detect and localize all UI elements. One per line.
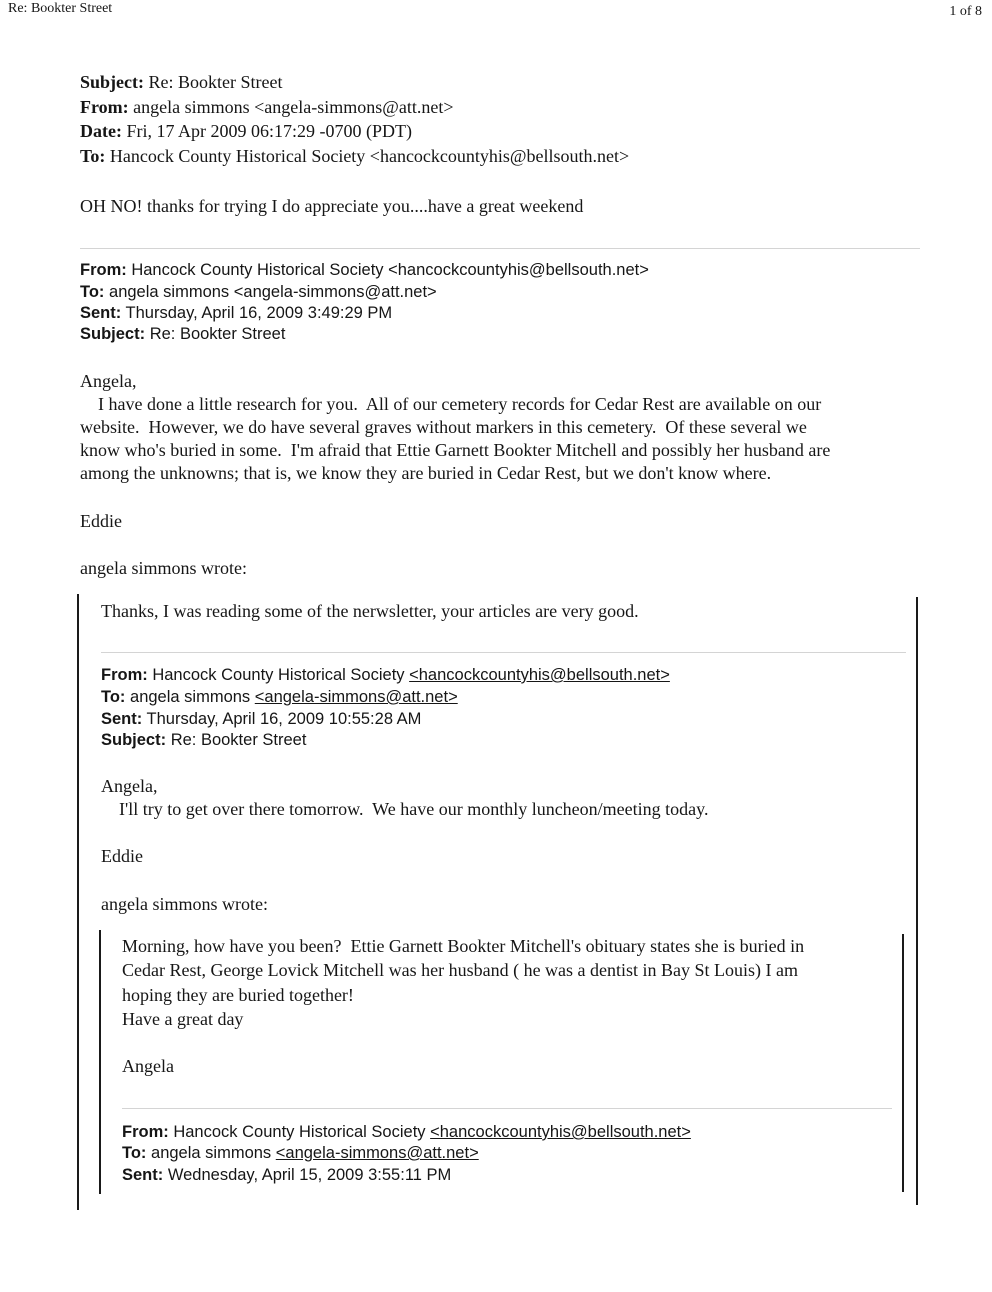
page-header-title: Re: Bookter Street [8, 1, 113, 16]
divider [80, 248, 920, 249]
quote2-signature: Angela [122, 1056, 174, 1076]
quote-subject: Subject: Re: Bookter Street [101, 731, 307, 749]
quote-body-line: I'll try to get over there tomorrow. We have our monthly luncheon/meeting today. [119, 799, 709, 819]
quote-bar-right [916, 597, 918, 1205]
divider [101, 652, 906, 653]
quote2-body-line: Morning, how have you been? Ettie Garnett Bookter Mitchell's obituary states she is buried in [122, 936, 805, 956]
email-body: OH NO! thanks for trying I do appreciate you....have a great weekend [80, 196, 584, 216]
reply-greeting: Angela, [80, 371, 137, 391]
quote-greeting: Angela, [101, 776, 158, 796]
quote-sent: Sent: Thursday, April 16, 2009 10:55:28 AM [101, 710, 422, 728]
quote-bar-left [77, 594, 79, 1210]
reply-from: From: Hancock County Historical Society <hancockcountyhis@bellsouth.net> [80, 261, 649, 279]
quote-signature: Eddie [101, 846, 143, 866]
email-from: From: angela simmons <angela-simmons@att.net> [80, 97, 454, 117]
email-date: Date: Fri, 17 Apr 2009 06:17:29 -0700 (PDT) [80, 121, 412, 141]
email-link[interactable]: <angela-simmons@att.net> [275, 1144, 479, 1162]
quote2-body-line: Have a great day [122, 1009, 244, 1029]
quote2-body-line: Cedar Rest, George Lovick Mitchell was her husband ( he was a dentist in Bay St Louis) I am [122, 960, 799, 980]
quote2-to: To: angela simmons <angela-simmons@att.net> [122, 1144, 479, 1162]
reply-body-line: know who's buried in some. I'm afraid that Ettie Garnett Bookter Mitchell and possibly her husband are [80, 440, 831, 460]
quote2-body-line: hoping they are buried together! [122, 985, 354, 1005]
page-number: 1 of 8 [949, 4, 982, 19]
reply-wrote: angela simmons wrote: [80, 558, 247, 578]
quote2-sent: Sent: Wednesday, April 15, 2009 3:55:11 PM [122, 1166, 452, 1184]
reply-signature: Eddie [80, 511, 122, 531]
email-to: To: Hancock County Historical Society <hancockcountyhis@bellsouth.net> [80, 146, 630, 166]
quote-bar-left [99, 930, 101, 1194]
reply-sent: Sent: Thursday, April 16, 2009 3:49:29 PM [80, 304, 393, 322]
quote-bar-right [902, 934, 904, 1192]
reply-subject: Subject: Re: Bookter Street [80, 325, 286, 343]
reply-body-line: I have done a little research for you. All of our cemetery records for Cedar Rest are available on our [98, 394, 822, 414]
email-link[interactable]: <angela-simmons@att.net> [254, 688, 458, 706]
reply-to: To: angela simmons <angela-simmons@att.net> [80, 283, 437, 301]
quote2-from: From: Hancock County Historical Society <hancockcountyhis@bellsouth.net> [122, 1123, 691, 1141]
email-link[interactable]: <hancockcountyhis@bellsouth.net> [409, 666, 670, 684]
email-link[interactable]: <hancockcountyhis@bellsouth.net> [430, 1123, 691, 1141]
quote-wrote: angela simmons wrote: [101, 894, 268, 914]
reply-body-line: among the unknowns; that is, we know they are buried in Cedar Rest, but we don't know where. [80, 463, 772, 483]
email-subject: Subject: Re: Bookter Street [80, 72, 283, 92]
quote-body: Thanks, I was reading some of the nerwsletter, your articles are very good. [101, 601, 639, 621]
reply-body-line: website. However, we do have several graves without markers in this cemetery. Of these several we [80, 417, 807, 437]
quote-from: From: Hancock County Historical Society <hancockcountyhis@bellsouth.net> [101, 666, 670, 684]
quote-to: To: angela simmons <angela-simmons@att.net> [101, 688, 458, 706]
divider [122, 1108, 892, 1109]
